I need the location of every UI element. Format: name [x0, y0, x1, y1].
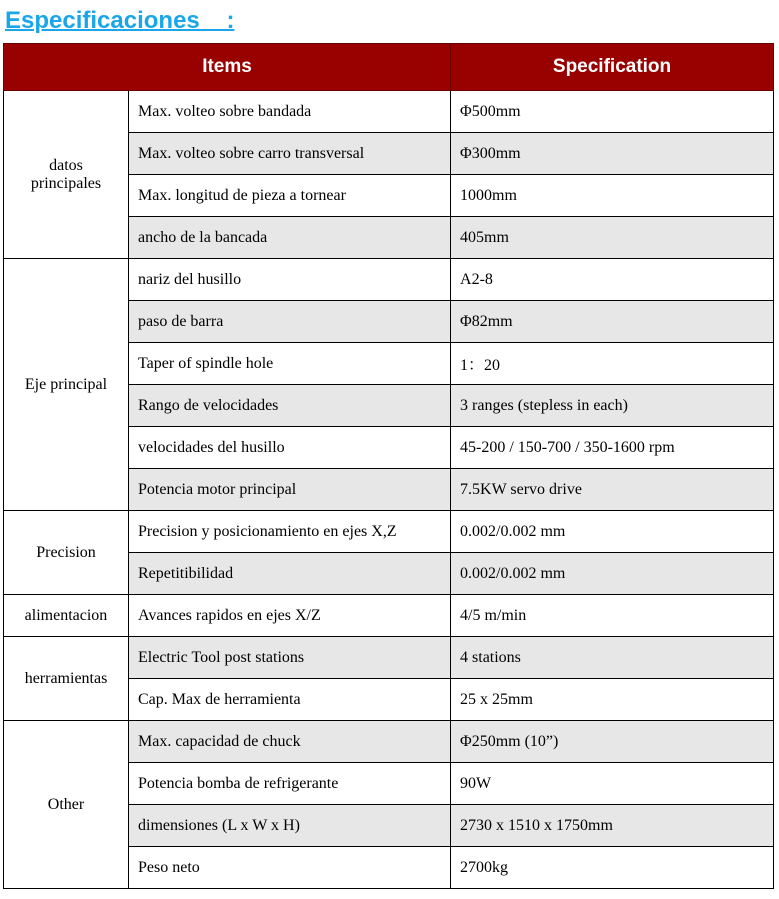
item-cell: Rango de velocidades	[129, 385, 451, 427]
group-label: Eje principal	[4, 259, 129, 511]
value-cell: 2730 x 1510 x 1750mm	[451, 805, 774, 847]
value-cell: 3 ranges (stepless in each)	[451, 385, 774, 427]
item-cell: Electric Tool post stations	[129, 637, 451, 679]
item-cell: nariz del husillo	[129, 259, 451, 301]
table-row	[4, 91, 774, 133]
table-row	[4, 721, 774, 763]
table-body	[4, 91, 774, 889]
specifications-table	[3, 43, 774, 889]
value-cell: 90W	[451, 763, 774, 805]
item-cell: paso de barra	[129, 301, 451, 343]
value-cell: Φ250mm (10”)	[451, 721, 774, 763]
item-cell: Max. volteo sobre bandada	[129, 91, 451, 133]
item-cell: ancho de la bancada	[129, 217, 451, 259]
value-cell: 0.002/0.002 mm	[451, 553, 774, 595]
value-cell: 405mm	[451, 217, 774, 259]
value-cell: 4/5 m/min	[451, 595, 774, 637]
value-cell: 2700kg	[451, 847, 774, 889]
item-cell: Max. capacidad de chuck	[129, 721, 451, 763]
group-label: alimentacion	[4, 595, 129, 637]
value-cell: Φ300mm	[451, 133, 774, 175]
value-cell: Φ82mm	[451, 301, 774, 343]
value-cell: 1：20	[451, 343, 774, 385]
value-cell: 0.002/0.002 mm	[451, 511, 774, 553]
item-cell: Taper of spindle hole	[129, 343, 451, 385]
item-cell: Potencia motor principal	[129, 469, 451, 511]
table-row	[4, 595, 774, 637]
item-cell: velocidades del husillo	[129, 427, 451, 469]
value-cell: Φ500mm	[451, 91, 774, 133]
items-header: Items	[4, 44, 451, 91]
item-cell: Precision y posicionamiento en ejes X,Z	[129, 511, 451, 553]
value-cell: 1000mm	[451, 175, 774, 217]
item-cell: Max. longitud de pieza a tornear	[129, 175, 451, 217]
item-cell: Cap. Max de herramienta	[129, 679, 451, 721]
page-title: Especificaciones :	[5, 7, 235, 34]
value-cell: A2-8	[451, 259, 774, 301]
item-cell: Peso neto	[129, 847, 451, 889]
item-cell: Max. volteo sobre carro transversal	[129, 133, 451, 175]
value-cell: 25 x 25mm	[451, 679, 774, 721]
table-row	[4, 259, 774, 301]
group-label: Other	[4, 721, 129, 889]
group-label: herramientas	[4, 637, 129, 721]
item-cell: Potencia bomba de refrigerante	[129, 763, 451, 805]
group-label: datos principales	[4, 91, 129, 259]
value-cell: 7.5KW servo drive	[451, 469, 774, 511]
value-cell: 45-200 / 150-700 / 350-1600 rpm	[451, 427, 774, 469]
item-cell: Avances rapidos en ejes X/Z	[129, 595, 451, 637]
specification-header: Specification	[451, 44, 774, 91]
group-label: Precision	[4, 511, 129, 595]
item-cell: Repetitibilidad	[129, 553, 451, 595]
table-row	[4, 637, 774, 679]
table-row	[4, 511, 774, 553]
item-cell: dimensiones (L x W x H)	[129, 805, 451, 847]
value-cell: 4 stations	[451, 637, 774, 679]
table-header-row	[4, 44, 774, 91]
